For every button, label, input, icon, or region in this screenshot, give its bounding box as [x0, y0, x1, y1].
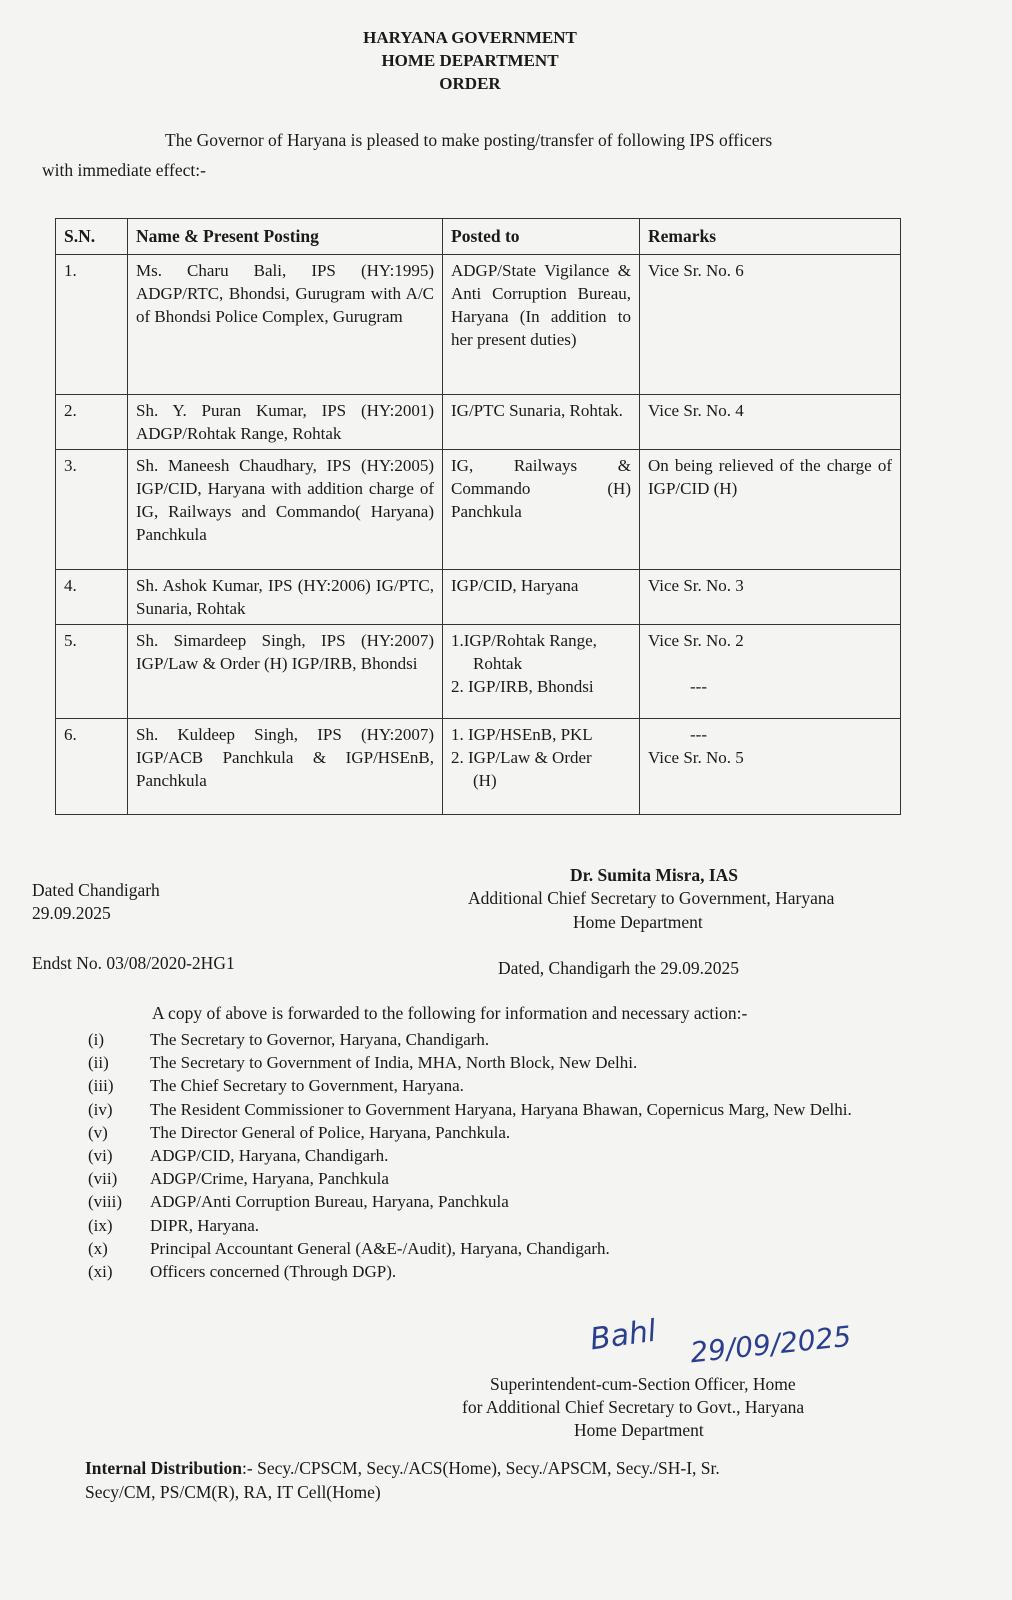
- row-posted: [443, 719, 640, 815]
- internal-distribution-line-1: [85, 1458, 720, 1479]
- officer-line-1: Superintendent-cum-Section Officer, Home: [490, 1374, 796, 1394]
- row-name: Sh. Kuldeep Singh, IPS (HY:2007) IGP/ACB Panchkula & IGP/HSEnB, Panchkula: [128, 719, 443, 815]
- signatory-dept: Home Department: [573, 912, 703, 932]
- forward-intro: A copy of above is forwarded to the following for information and necessary action:-: [152, 1003, 748, 1023]
- internal-distribution-label: Internal Distribution: [85, 1458, 243, 1478]
- signatory-designation: Additional Chief Secretary to Government, Haryana: [468, 888, 835, 908]
- list-item: (viii) ADGP/Anti Corruption Bureau, Haryana, Panchkula: [88, 1192, 509, 1212]
- endst-dated: Dated, Chandigarh the 29.09.2025: [498, 958, 740, 978]
- header-order: ORDER: [439, 74, 501, 93]
- row-remarks: Vice Sr. No. 3: [640, 570, 901, 625]
- internal-distribution-text: :- Secy./CPSCM, Secy./ACS(Home), Secy./APSCM, Secy./SH-I, Sr.: [242, 1458, 720, 1478]
- posted-item-2: 2. IGP/Law & Order: [451, 748, 592, 767]
- row-name: Sh. Ashok Kumar, IPS (HY:2006) IG/PTC, Sunaria, Rohtak: [128, 570, 443, 625]
- table-row: [56, 395, 901, 450]
- row-remarks: Vice Sr. No. 4: [640, 395, 901, 450]
- row-sn: 3.: [56, 450, 128, 570]
- table-row: [56, 625, 901, 719]
- row-sn: 6.: [56, 719, 128, 815]
- list-item: (iii) The Chief Secretary to Government, Haryana.: [88, 1076, 464, 1096]
- posted-item-1-cont: Rohtak: [473, 654, 523, 673]
- header-government: HARYANA GOVERNMENT: [363, 28, 577, 47]
- transfer-table: [55, 218, 901, 815]
- handwritten-date: 29/09/2025: [688, 1319, 853, 1370]
- remarks-item-1: Vice Sr. No. 2: [648, 631, 744, 650]
- header-sn: S.N.: [56, 219, 128, 255]
- header-department: HOME DEPARTMENT: [381, 51, 559, 70]
- list-item: (i) The Secretary to Governor, Haryana, Chandigarh.: [88, 1030, 490, 1049]
- row-posted: IG/PTC Sunaria, Rohtak.: [443, 395, 640, 450]
- list-item: (x) Principal Accountant General (A&E-/Audit), Haryana, Chandigarh.: [88, 1238, 610, 1258]
- handwritten-initials: Bahl: [587, 1313, 659, 1358]
- posted-item-2: 2. IGP/IRB, Bhondsi: [451, 677, 594, 696]
- dated-place: Dated Chandigarh: [32, 880, 160, 900]
- row-posted: ADGP/State Vigilance & Anti Corruption Bureau, Haryana (In addition to her present duties): [443, 255, 640, 395]
- list-item: (vi) ADGP/CID, Haryana, Chandigarh.: [88, 1146, 389, 1166]
- list-item: (vii) ADGP/Crime, Haryana, Panchkula: [88, 1169, 389, 1189]
- header-remarks: Remarks: [640, 219, 901, 255]
- header-name: Name & Present Posting: [128, 219, 443, 255]
- row-name: Sh. Y. Puran Kumar, IPS (HY:2001) ADGP/Rohtak Range, Rohtak: [128, 395, 443, 450]
- row-sn: 1.: [56, 255, 128, 395]
- officer-line-2: for Additional Chief Secretary to Govt., Haryana: [462, 1397, 805, 1417]
- row-sn: 5.: [56, 625, 128, 719]
- table-row: [56, 570, 901, 625]
- row-posted: IGP/CID, Haryana: [443, 570, 640, 625]
- posted-item-1: 1. IGP/HSEnB, PKL: [451, 725, 593, 744]
- signatory-name: Dr. Sumita Misra, IAS: [570, 865, 739, 885]
- row-remarks: [640, 719, 901, 815]
- remarks-item-2: Vice Sr. No. 5: [648, 748, 744, 767]
- intro-line-2: with immediate effect:-: [42, 160, 206, 180]
- intro-line-1: The Governor of Haryana is pleased to make posting/transfer of following IPS officers: [165, 130, 773, 150]
- list-item: (ii) The Secretary to Government of India, MHA, North Block, New Delhi.: [88, 1053, 638, 1073]
- table-header-row: [56, 219, 901, 255]
- list-item: (v) The Director General of Police, Haryana, Panchkula.: [88, 1122, 511, 1142]
- table-row: [56, 450, 901, 570]
- row-posted: [443, 625, 640, 719]
- posted-item-1: 1.IGP/Rohtak Range,: [451, 631, 597, 650]
- header-posted: Posted to: [443, 219, 640, 255]
- row-sn: 2.: [56, 395, 128, 450]
- internal-distribution-line-2: Secy/CM, PS/CM(R), RA, IT Cell(Home): [85, 1482, 381, 1502]
- remarks-item-2: ---: [690, 677, 707, 696]
- dated-date: 29.09.2025: [32, 903, 111, 923]
- row-remarks: On being relieved of the charge of IGP/CID (H): [640, 450, 901, 570]
- list-item: (xi) Officers concerned (Through DGP).: [88, 1262, 397, 1282]
- row-remarks: [640, 625, 901, 719]
- row-sn: 4.: [56, 570, 128, 625]
- recipient-list: [88, 1028, 880, 1283]
- officer-line-3: Home Department: [574, 1420, 704, 1440]
- endst-number: Endst No. 03/08/2020-2HG1: [32, 953, 235, 973]
- remarks-item-1: ---: [690, 725, 707, 744]
- row-name: Sh. Maneesh Chaudhary, IPS (HY:2005) IGP/CID, Haryana with addition charge of IG, Railways and Commando( Haryana) Panchkula: [128, 450, 443, 570]
- list-item: (ix) DIPR, Haryana.: [88, 1215, 260, 1235]
- row-name: Ms. Charu Bali, IPS (HY:1995) ADGP/RTC, Bhondsi, Gurugram with A/C of Bhondsi Police Complex, Gurugram: [128, 255, 443, 395]
- list-item: (iv) The Resident Commissioner to Government Haryana, Haryana Bhawan, Copernicus Marg, New Delhi.: [88, 1099, 852, 1119]
- row-name: Sh. Simardeep Singh, IPS (HY:2007) IGP/Law & Order (H) IGP/IRB, Bhondsi: [128, 625, 443, 719]
- table-row: [56, 255, 901, 395]
- posted-item-2-cont: (H): [473, 771, 497, 790]
- row-remarks: Vice Sr. No. 6: [640, 255, 901, 395]
- row-posted: IG, Railways & Commando (H) Panchkula: [443, 450, 640, 570]
- table-row: [56, 719, 901, 815]
